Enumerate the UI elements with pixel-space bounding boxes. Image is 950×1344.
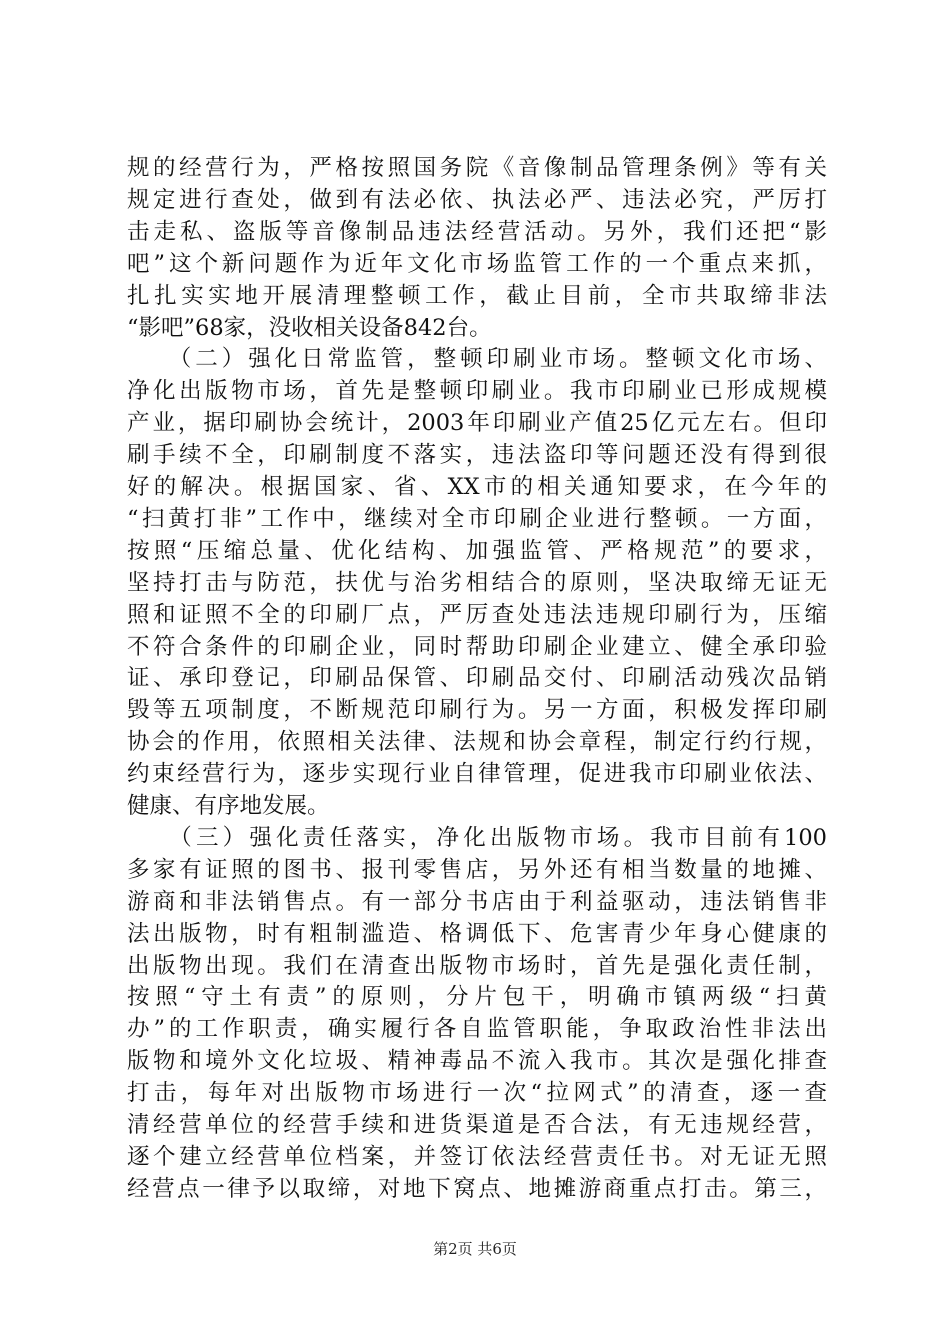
- paragraph-line: 坚持打击与防范，扶优与治劣相结合的原则，坚决取缔无证无: [127, 569, 827, 596]
- paragraph-line: 净化出版物市场，首先是整顿印刷业。我市印刷业已形成规模: [127, 378, 827, 405]
- page-footer: 第2页 共6页: [433, 1240, 517, 1258]
- paragraph-line: 健康、有序地发展。: [127, 793, 330, 819]
- paragraph-line: 协会的作用，依照相关法律、法规和协会章程，制定行约行规，: [127, 729, 827, 756]
- paragraph-line: 好的解决。根据国家、省、XX市的相关通知要求，在今年的: [127, 474, 827, 500]
- paragraph-line: 多家有证照的图书、报刊零售店，另外还有相当数量的地摊、: [127, 856, 827, 883]
- paragraph-line: 击走私、盗版等音像制品违法经营活动。另外，我们还把“影: [127, 218, 827, 245]
- paragraph-line: 游商和非法销售点。有一部分书店由于利益驱动，违法销售非: [127, 888, 827, 915]
- paragraph-line: 打击，每年对出版物市场进行一次“拉网式”的清查，逐一查: [127, 1080, 827, 1107]
- paragraph-line: 照和证照不全的印刷厂点，严厉查处违法违规印刷行为，压缩: [127, 601, 827, 628]
- paragraph-line: 按照“守土有责”的原则，分片包干，明确市镇两级“扫黄: [127, 984, 827, 1011]
- paragraph-line: 办”的工作职责，确实履行各自监管职能，争取政治性非法出: [127, 1016, 827, 1043]
- paragraph-line: 吧”这个新问题作为近年文化市场监管工作的一个重点来抓，: [127, 250, 827, 277]
- paragraph-line: 法出版物，时有粗制滥造、格调低下、危害青少年身心健康的: [127, 920, 827, 947]
- paragraph-line: 产业，据印刷协会统计，2003年印刷业产值25亿元左右。但印: [127, 410, 827, 437]
- paragraph-line: “扫黄打非”工作中，继续对全市印刷企业进行整顿。一方面，: [127, 505, 827, 532]
- paragraph-line: 逐个建立经营单位档案，并签订依法经营责任书。对无证无照: [127, 1143, 827, 1170]
- paragraph-line: 版物和境外文化垃圾、精神毒品不流入我市。其次是强化排查: [127, 1048, 827, 1075]
- paragraph-line: “影吧”68家，没收相关设备842台。: [127, 314, 492, 341]
- paragraph-line: 经营点一律予以取缔，对地下窝点、地摊游商重点打击。第三，: [127, 1175, 827, 1202]
- paragraph-line: 约束经营行为，逐步实现行业自律管理，促进我市印刷业依法、: [127, 761, 827, 788]
- paragraph-line: （三）强化责任落实，净化出版物市场。我市目前有100: [127, 824, 827, 851]
- paragraph-line: 刷手续不全，印刷制度不落实，违法盗印等问题还没有得到很: [127, 442, 827, 469]
- paragraph-line: 毁等五项制度，不断规范印刷行为。另一方面，积极发挥印刷: [127, 697, 827, 724]
- paragraph-line: 扎扎实实地开展清理整顿工作，截止目前，全市共取缔非法: [127, 282, 827, 309]
- paragraph-line: 按照“压缩总量、优化结构、加强监管、严格规范”的要求，: [127, 537, 827, 564]
- paragraph-line: 证、承印登记，印刷品保管、印刷品交付、印刷活动残次品销: [127, 665, 827, 692]
- paragraph-line: 不符合条件的印刷企业，同时帮助印刷企业建立、健全承印验: [127, 633, 827, 660]
- paragraph-line: 规定进行查处，做到有法必依、执法必严、违法必究，严厉打: [127, 186, 827, 213]
- paragraph-line: （二）强化日常监管，整顿印刷业市场。整顿文化市场、: [127, 346, 827, 373]
- paragraph-line: 清经营单位的经营手续和进货渠道是否合法，有无违规经营，: [127, 1112, 827, 1138]
- paragraph-line: 出版物出现。我们在清查出版物市场时，首先是强化责任制，: [127, 952, 827, 979]
- paragraph-line: 规的经营行为，严格按照国务院《音像制品管理条例》等有关: [127, 155, 827, 181]
